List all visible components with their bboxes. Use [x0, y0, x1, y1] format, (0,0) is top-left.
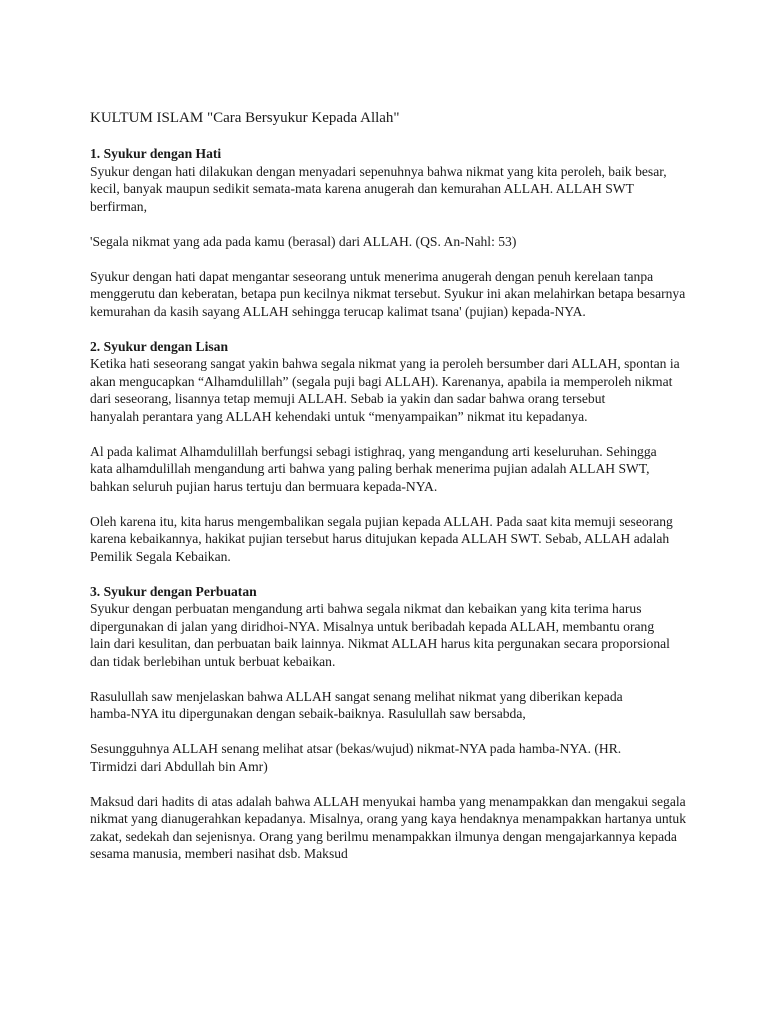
hadith-quote: Sesungguhnya ALLAH senang melihat atsar (bekas/wujud) nikmat-NYA pada hamba-NYA. (HR. Tirmidzi dari Abdullah bin Amr) [90, 741, 622, 774]
paragraph: Syukur dengan hati dilakukan dengan menyadari sepenuhnya bahwa nikmat yang kita peroleh, baik besar, kecil, banyak maupun sedikit semata-mata karena anugerah dan kemurahan ALLAH. ALLAH SWT berfirman, [90, 163, 667, 214]
section-heading-syukur-perbuatan: 3. Syukur dengan Perbuatan [90, 583, 257, 599]
paragraph: Rasulullah saw menjelaskan bahwa ALLAH sangat senang melihat nikmat yang diberikan kepada hamba-NYA itu dipergunakan dengan sebaik-baiknya. Rasulullah saw bersabda, [90, 688, 623, 721]
paragraph: Syukur dengan hati dapat mengantar seseorang untuk menerima anugerah dengan penuh kerelaan tanpa menggerutu dan keberatan, betapa pun kecilnya nikmat tersebut. Syukur ini akan melahirkan betapa besarnya kemurahan da kasih sayang ALLAH sehingga terucap kalimat tsana' (pujian) kepada-NYA. [90, 268, 686, 319]
document-page [90, 108, 730, 863]
paragraph: Maksud dari hadits di atas adalah bahwa ALLAH menyukai hamba yang menampakkan dan mengakui segala nikmat yang dianugerahkan kepadanya. Misalnya, orang yang kaya hendaknya menampakkan hartanya untuk zakat, sedekah dan sejenisnya. Orang yang berilmu menampakkan ilmunya dengan mengajarkannya kepada sesama manusia, memberi nasihat dsb. Maksud [90, 793, 687, 861]
section-heading-syukur-lisan: 2. Syukur dengan Lisan [90, 338, 229, 354]
document-title: KULTUM ISLAM "Cara Bersyukur Kepada Allah" [90, 110, 400, 126]
paragraph: Oleh karena itu, kita harus mengembalikan segala pujian kepada ALLAH. Pada saat kita memuji seseorang karena kebaikannya, hakikat pujian tersebut harus ditujukan kepada ALLAH SWT. Sebab, ALLAH adalah Pemilik Segala Kebaikan. [90, 513, 673, 564]
paragraph: dari seseorang, lisannya tetap memuji ALLAH. Sebab ia yakin dan sadar bahwa orang tersebut hanyalah perantara yang ALLAH kehendaki untuk “menyampaikan” nikmat itu kepadanya. [90, 391, 606, 424]
quote-paragraph: 'Segala nikmat yang ada pada kamu (berasal) dari ALLAH. (QS. An-Nahl: 53) [90, 233, 517, 249]
section-heading-syukur-hati: 1. Syukur dengan Hati [90, 146, 222, 161]
paragraph: Al pada kalimat Alhamdulillah berfungsi sebagi istighraq, yang mengandung arti keseluruhan. Sehingga kata alhamdulillah mengandung arti bahwa yang paling berhak menerima pujian adalah ALLAH SWT, bahkan seluruh pujian harus tertuju dan bermuara kepada-NYA. [90, 443, 657, 494]
paragraph: Ketika hati seseorang sangat yakin bahwa segala nikmat yang ia peroleh bersumber dari ALLAH, spontan ia akan mengucapkan “Alhamdulillah” (segala puji bagi ALLAH). Karenanya, apabila ia memperoleh nikmat [90, 356, 680, 389]
paragraph: Syukur dengan perbuatan mengandung arti bahwa segala nikmat dan kebaikan yang kita terima harus dipergunakan di jalan yang diridhoi-NYA. Misalnya untuk beribadah kepada ALLAH, membantu orang lain dari kesulitan, dan perbuatan baik lainnya. Nikmat ALLAH harus kita pergunakan secara proporsional dan tidak berlebihan untuk berbuat kebaikan. [90, 601, 670, 669]
